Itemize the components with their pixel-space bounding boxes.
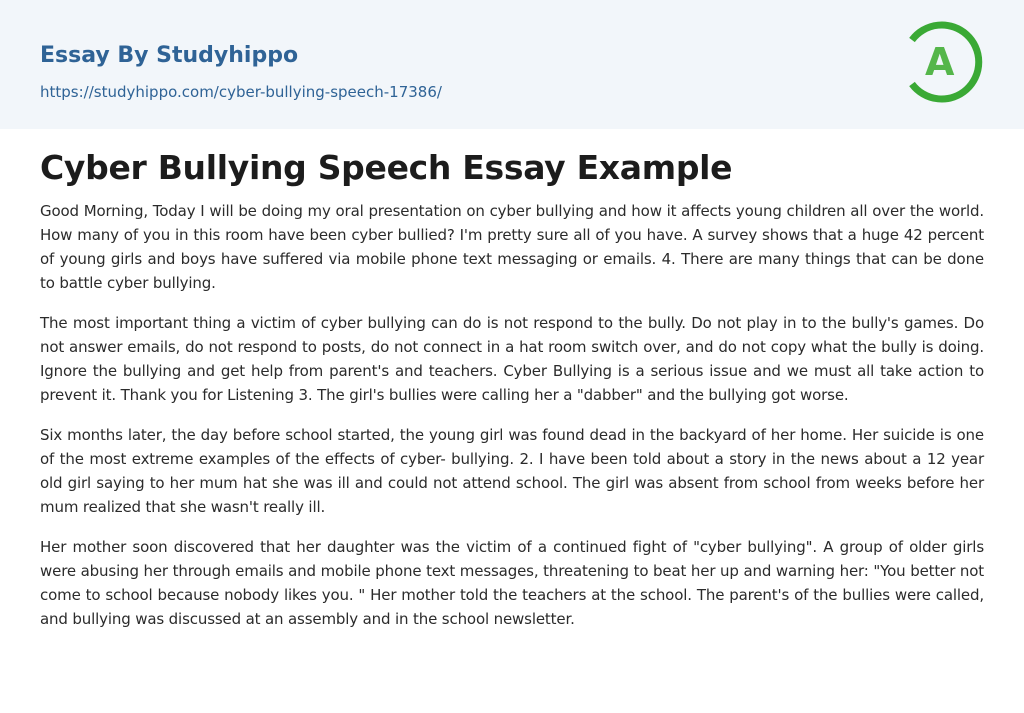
essay-paragraph-3: Six months later, the day before school started, the young girl was found dead in the backyard of her home. Her suicide is one of the most extreme examples of the effects of cyber- bullying. 2. I have been told about a story in the news about a 12 year old girl saying to her mum hat she was ill and could not attend school. The girl was absent from school from weeks before her mum realized that she wasn't really ill. (40, 426, 984, 516)
essay-paragraph-2: The most important thing a victim of cyber bullying can do is not respond to the bully. Do not play in to the bully's games. Do not answer emails, do not respond to posts, do not connect in a hat room switch over, and do not copy what the bully is doing. Ignore the bullying and get help from parent's and teachers. Cyber Bullying is a serious issue and we must all take action to prevent it. Thank you for Listening 3. The girl's bullies were calling her a "dabber" and the bullying got worse. (40, 314, 984, 404)
essay-url-link[interactable]: https://studyhippo.com/cyber-bullying-speech-17386/ (40, 83, 442, 101)
essay-paragraph-1: Good Morning, Today I will be doing my oral presentation on cyber bullying and how it affects young children all over the world. How many of you in this room have been cyber bullied? I'm pretty sure all of you have. A survey shows that a huge 42 percent of young girls and boys have suffered via mobile phone text messaging or emails. 4. There are many things that can be done to battle cyber bullying. (40, 202, 984, 292)
essay-title: Cyber Bullying Speech Essay Example (40, 148, 733, 187)
studyhippo-logo-icon (900, 20, 984, 104)
essay-paragraph-4: Her mother soon discovered that her daughter was the victim of a continued fight of "cyber bullying". A group of older girls were abusing her through emails and mobile phone text messages, threatening to beat her up and warning her: "You better not come to school because nobody likes you. " Her mother told the teachers at the school. The parent's of the bullies were called, and bullying was discussed at an assembly and in the school newsletter. (40, 538, 984, 628)
site-header (0, 0, 1024, 129)
logo-letter: A (925, 40, 955, 84)
essay-content (0, 147, 1024, 631)
site-brand: Essay By Studyhippo (40, 43, 299, 68)
